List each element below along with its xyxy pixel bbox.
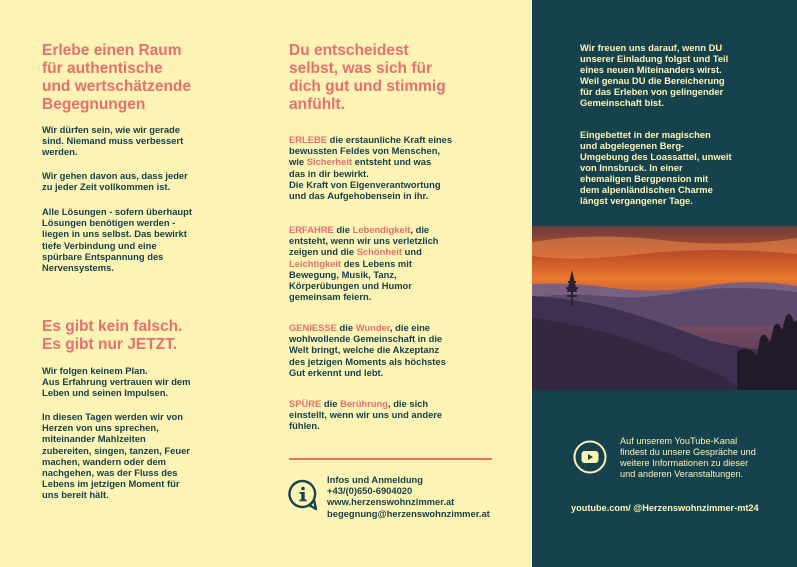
paragraph-plan: Wir folgen keinem Plan. Aus Erfahrung vertrauen wir dem Leben und seinen Impulsen. <box>42 365 191 399</box>
paragraph-erfahre: ERFAHRE die Lebendigkeit, die entsteht, wenn wir uns verletzlich zeigen und die Schönheit und Leichtigkeit des Lebens mit Bewegung, Musik, Tanz, Körperübungen und Humor gemeinsam feiern. <box>289 224 439 303</box>
paragraph-spuere: SPÜRE die Berührung, die sich einstellt, wenn wir uns und andere fühlen. <box>289 398 443 432</box>
paragraph-loesungen: Alle Lösungen - sofern überhaupt Lösungen benötigen werden - liegen in uns selbst. Das bewirkt tiefe Verbindung und eine spürbare Entspannung des Nervensystems. <box>42 206 193 274</box>
paragraph-vollkommen: Wir gehen davon aus, dass jeder zu jeder Zeit vollkommen ist. <box>42 170 188 193</box>
paragraph-einladung: Wir freuen uns darauf, wenn DU unserer Einladung folgst und Teil eines neuen Miteinanders wirst. Weil genau DU die Bereicherung für das Erleben von gelingender Gemeinschaft bist. <box>580 42 729 108</box>
divider-line <box>289 458 492 460</box>
contact-info <box>327 474 490 519</box>
contact-phone[interactable]: +43/(0)650-6904020 <box>327 485 413 497</box>
contact-email-link[interactable]: begegnung@herzenswohnzimmer.at <box>327 507 490 519</box>
paragraph-sein: Wir dürfen sein, wie wir gerade sind. Niemand muss verbessert werden. <box>42 124 184 158</box>
paragraph-geniesse: GENIESSE die Wunder, die eine wohlwollende Gemeinschaft in die Welt bringt, welche die Akzeptanz des jetzigen Moments als höchstes Gut erkennt und lebt. <box>289 322 446 378</box>
contact-title: Infos und Anmeldung <box>327 474 423 485</box>
mountain-sunset-photo <box>532 226 797 390</box>
contact-website-link[interactable]: www.herzenswohnzimmer.at <box>327 496 455 508</box>
heading-entscheidest: Du entscheidest selbst, was sich für dich gut und stimmig anfühlt. <box>289 42 446 113</box>
youtube-link[interactable]: youtube.com/ @Herzenswohnzimmer-mt24 <box>571 503 759 513</box>
paragraph-ort: Eingebettet in der magischen und abgelegenen Berg- Umgebung des Loassattel, unweit von Innsbruck. In einer ehemaligen Bergpension mit dem alpenländischen Charme längst vergangener Tage. <box>580 129 732 206</box>
youtube-description: Auf unserem YouTube-Kanal findest du unsere Gespräche und weitere Informationen zu dieser und anderen Veranstaltungen. <box>620 436 756 479</box>
youtube-icon[interactable] <box>573 440 607 474</box>
heading-raum: Erlebe einen Raum für authentische und wertschätzende Begegnungen <box>42 42 191 113</box>
paragraph-erlebe: ERLEBE die erstaunliche Kraft eines bewussten Feldes von Menschen, wie Sicherheit entsteht und was das in dir bewirkt. Die Kraft von Eigenverantwortung und das Aufgehobensein in ihr. <box>289 134 453 202</box>
info-icon <box>288 479 318 511</box>
heading-jetzt: Es gibt kein falsch. Es gibt nur JETZT. <box>42 318 183 353</box>
paragraph-tage: In diesen Tagen werden wir von Herzen von uns sprechen, miteinander Mahlzeiten zubereiten, singen, tanzen, Feuer machen, wandern oder dem nachgehen, was der Fluss des Lebens im jetzigen Moment für uns bereit hält. <box>42 411 190 501</box>
